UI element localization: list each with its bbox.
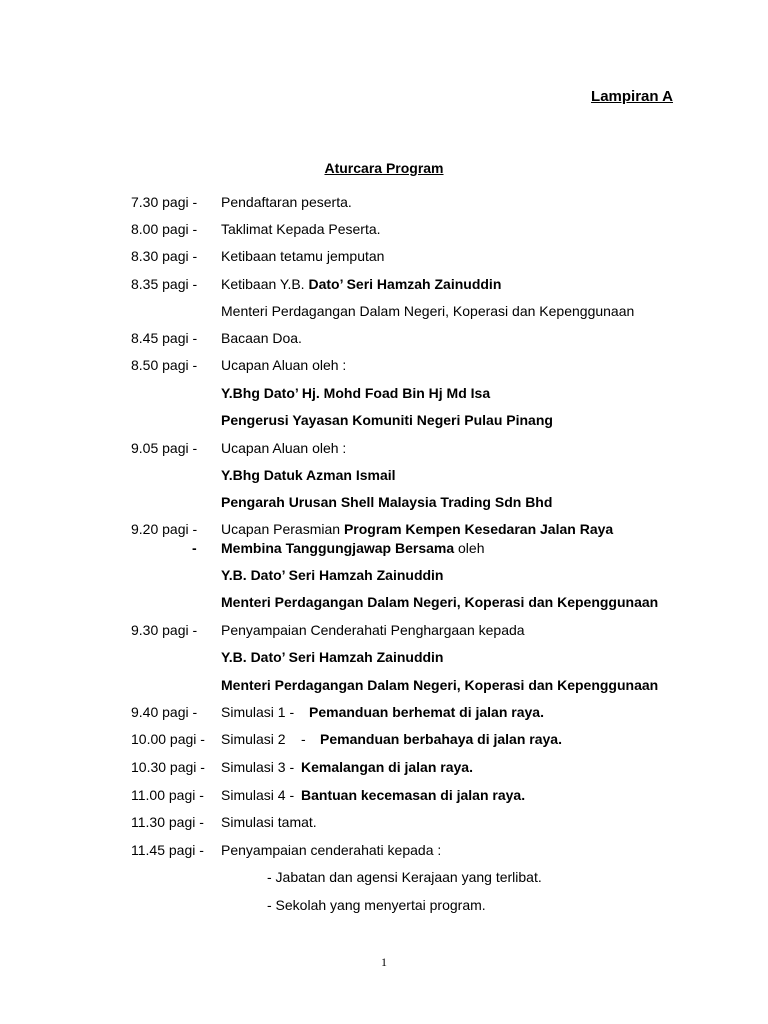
page-number: 1 [381, 955, 387, 969]
agenda-item: Penyampaian cenderahati kepada : [221, 842, 442, 858]
simulation-title: Kemalangan di jalan raya. [301, 759, 473, 775]
agenda-item [221, 275, 501, 293]
guest-title: Menteri Perdagangan Dalam Negeri, Koperasi dan Kepenggunaan [221, 677, 659, 693]
speaker-name: Y.Bhg Dato’ Hj. Mohd Foad Bin Hj Md Isa [221, 385, 491, 401]
agenda-item: Ketibaan tetamu jemputan [221, 248, 385, 264]
agenda-item [221, 520, 613, 538]
agenda-item: Penyampaian Cenderahati Penghargaan kepada [221, 622, 525, 638]
guest-name: Dato’ Seri Hamzah Zainuddin [308, 276, 502, 292]
time-label: 8.30 pagi - [131, 248, 198, 264]
time-label: 8.00 pagi - [131, 221, 198, 237]
agenda-item: Simulasi 4 - [221, 787, 295, 803]
time-label: 11.30 pagi - [131, 814, 204, 830]
speaker-title: Pengarah Urusan Shell Malaysia Trading Sdn Bhd [221, 494, 553, 510]
time-label: 11.00 pagi - [131, 787, 204, 803]
agenda-item: Ucapan Aluan oleh : [221, 357, 347, 373]
simulation-title: Bantuan kecemasan di jalan raya. [301, 787, 526, 803]
guest-name: Y.B. Dato’ Seri Hamzah Zainuddin [221, 567, 444, 583]
time-label: 10.30 pagi - [131, 759, 205, 775]
time-label: 7.30 pagi - [131, 194, 198, 210]
time-label: 9.30 pagi - [131, 622, 198, 638]
lampiran-label: Lampiran A [591, 88, 673, 105]
time-label: 10.00 pagi - [131, 731, 205, 747]
time-label: 9.05 pagi - [131, 440, 198, 456]
agenda-item: Simulasi 1 - [221, 704, 295, 720]
time-label: 8.50 pagi - [131, 357, 198, 373]
speaker-name: Y.Bhg Datuk Azman Ismail [221, 467, 396, 483]
simulation-title: Pemanduan berhemat di jalan raya. [309, 704, 544, 720]
agenda-text: Ketibaan Y.B. [221, 276, 309, 292]
simulation-title: Pemanduan berbahaya di jalan raya. [320, 731, 562, 747]
agenda-item: Bacaan Doa. [221, 330, 302, 346]
agenda-item: Simulasi 3 - [221, 759, 295, 775]
agenda-item-continued [221, 539, 484, 557]
guest-title: Menteri Perdagangan Dalam Negeri, Koperasi dan Kepenggunaan [221, 303, 635, 319]
dash-mark: - [192, 540, 197, 556]
agenda-text: oleh [454, 540, 485, 556]
program-name-cont: Membina Tanggungjawap Bersama [221, 540, 455, 556]
time-label: 9.40 pagi - [131, 704, 198, 720]
time-label: 8.35 pagi - [131, 276, 198, 292]
speaker-title: Pengerusi Yayasan Komuniti Negeri Pulau Pinang [221, 412, 553, 428]
agenda-item: Taklimat Kepada Peserta. [221, 221, 381, 237]
time-label: 9.20 pagi - [131, 521, 198, 537]
agenda-item: Simulasi 2 [221, 731, 286, 747]
program-name: Program Kempen Kesedaran Jalan Raya [343, 521, 614, 537]
guest-name: Y.B. Dato’ Seri Hamzah Zainuddin [221, 649, 444, 665]
guest-title: Menteri Perdagangan Dalam Negeri, Koperasi dan Kepenggunaan [221, 594, 659, 610]
time-label: 8.45 pagi - [131, 330, 198, 346]
recipient-item: - Jabatan dan agensi Kerajaan yang terlibat. [267, 869, 542, 885]
separator-dash: - [301, 731, 306, 747]
page-title: Aturcara Program [324, 160, 444, 176]
agenda-item: Ucapan Aluan oleh : [221, 440, 347, 456]
agenda-item: Pendaftaran peserta. [221, 194, 352, 210]
recipient-item: - Sekolah yang menyertai program. [267, 897, 486, 913]
agenda-text: Ucapan Perasmian [221, 521, 344, 537]
agenda-item: Simulasi tamat. [221, 814, 317, 830]
time-label: 11.45 pagi - [131, 842, 204, 858]
